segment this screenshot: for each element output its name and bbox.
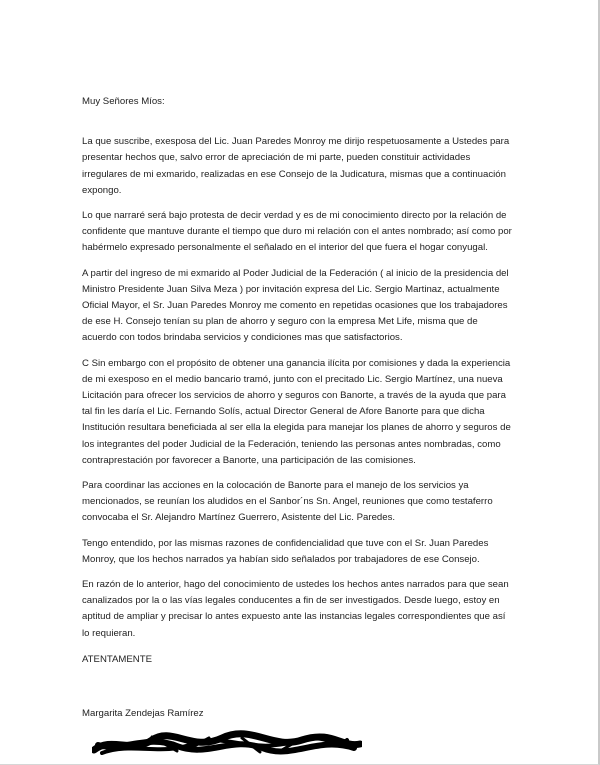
paragraph-4: C Sin embargo con el propósito de obtener una ganancia ilícita por comisiones y dada la experiencia de mi exesposo en el medio bancario tramó, junto con el precitado Lic. Sergio Martínez, una nueva Licitación para ofrecer los servicios de ahorro y seguros con Banorte, a través de la ayuda que para tal fin les daría el Lic. Fernando Solís, actual Director General de Afore Banorte para que dicha Institución resultara beneficiada al ser ella la elegida para manejar los planes de ahorro y seguros de los integrantes del poder Judicial de la Federación, teniendo las personas antes nombradas, como contraprestación por favorecer a Banorte, una participación de las comisiones. [82,357,511,466]
paragraph-6: Tengo entendido, por las mismas razones de confidencialidad que tuve con el Sr. Juan Paredes Monroy, que los hechos narrados ya habían sido señalados por trabajadores de ese Consejo. [82,537,489,565]
paragraph-2: Lo que narraré será bajo protesta de decir verdad y es de mi conocimiento directo por la relación de confidente que mantuve durante el tiempo que duro mi relación con el antes nombrado; así como por habérmelo expresado personalmente el señalado en el interior del que fuera el hogar conyugal. [82,210,512,254]
paragraph-5: Para coordinar las acciones en la colocación de Banorte para el manejo de los servicios ya mencionados, se reunían los aludidos en el Sanbor´ns Sn. Angel, reuniones que como testaferro convocaba el Sr. Alejandro Martínez Guerrero, Asistente del Lic. Paredes. [82,480,493,524]
signature-name: Margarita Zendejas Ramírez [82,708,204,720]
paragraph-3: A partir del ingreso de mi exmarido al Poder Judicial de la Federación ( al inicio de la presidencia del Ministro Presidente Juan Silva Meza ) por invitación expresa del Lic. Sergio Martinaz, actualmente Oficial Mayor, el Sr. Juan Paredes Monroy me comento en repetidas ocasiones que los trabajadores de ese H. Consejo tenían su plan de ahorro y seguro con la empresa Met Life, misma que de acuerdo con todos brindaba servicios y condiciones mas que satisfactorios. [82,267,509,344]
salutation: Muy Señores Míos: [82,96,165,107]
paragraph-1: La que suscribe, exesposa del Lic. Juan Paredes Monroy me dirijo respetuosamente a Ustedes para presentar hechos que, salvo error de apreciación de mi parte, pueden constituir actividades irregulares de mi exmarido, realizadas en ese Consejo de la Judicatura, mismas que a continuación expongo. [82,136,510,196]
paragraph-7: En razón de lo anterior, hago del conocimiento de ustedes los hechos antes narrados para que sean canalizados por la o las vías legales conducentes a fin de ser investigados. Desde luego, estoy en aptitud de ampliar y precisar lo antes expuesto ante las instancias legales correspondientes que así lo requieran. [82,579,509,639]
closing: ATENTAMENTE [82,653,152,665]
letter-body [82,94,512,722]
redaction-scribble-icon [92,728,362,758]
